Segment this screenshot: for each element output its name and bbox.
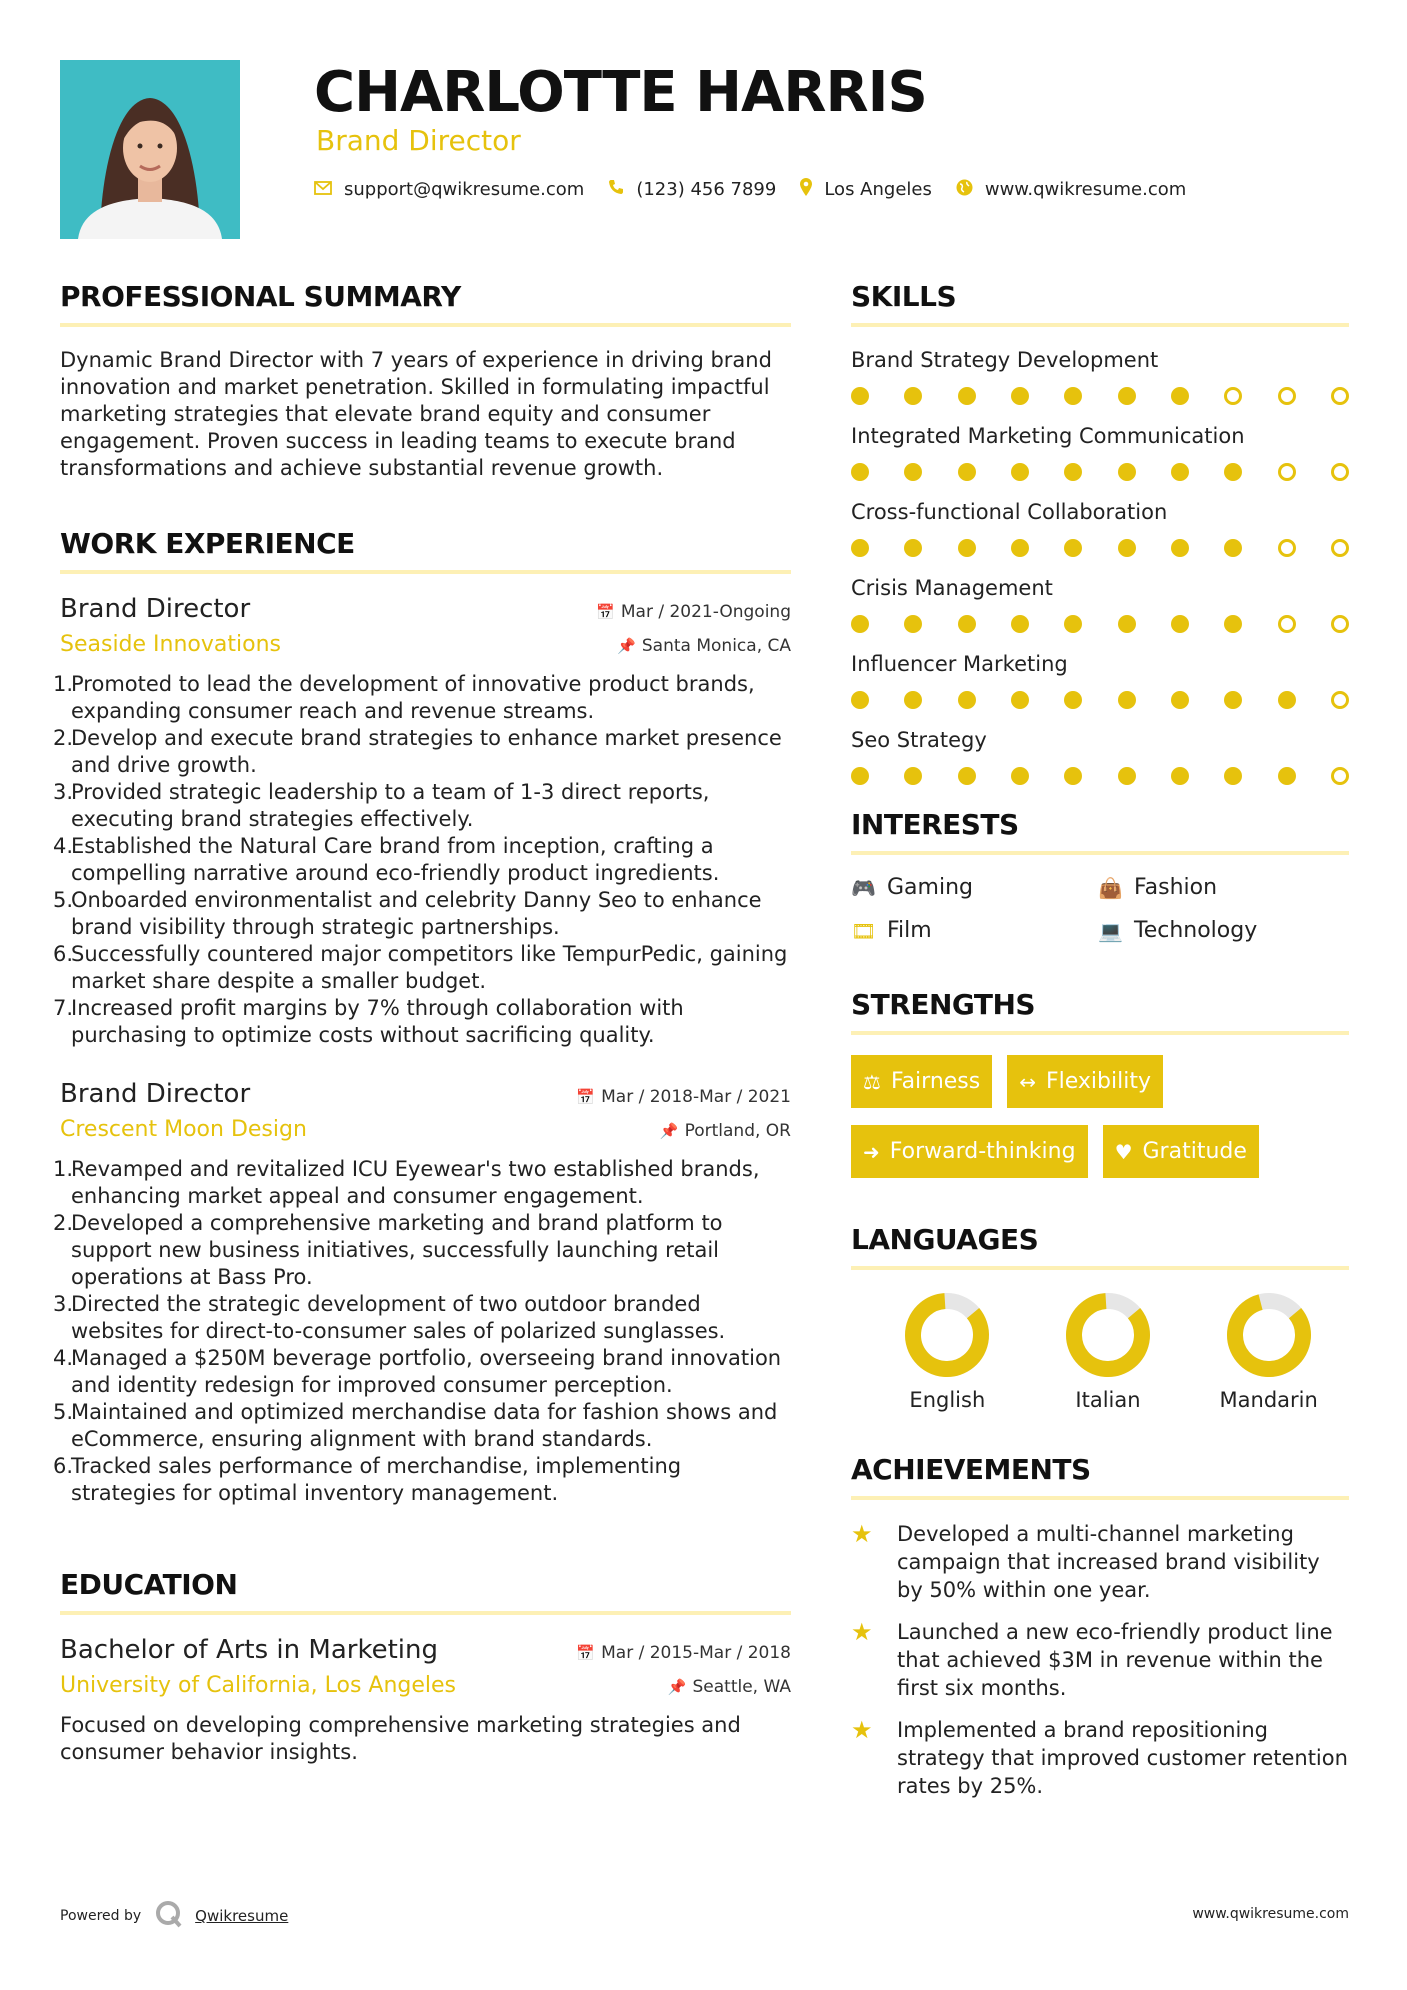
footer-url[interactable]: www.qwikresume.com bbox=[1192, 1906, 1349, 1922]
achievement-item: ★ Developed a multi-channel marketing campaign that increased brand visibility by 50% within one year. bbox=[851, 1520, 1320, 1602]
rating-dot-filled bbox=[904, 463, 922, 481]
rating-dot-filled bbox=[958, 767, 976, 785]
footer-powered-by bbox=[60, 1900, 288, 1932]
rating-dot-filled bbox=[1224, 539, 1242, 557]
list-item: 4. Managed a $250M beverage portfolio, overseeing brand innovation and identity redesign for improved consumer perception. bbox=[53, 1346, 782, 1397]
rating-dot-filled bbox=[851, 463, 869, 481]
school-name: University of California, Los Angeles bbox=[60, 1673, 457, 1698]
rating-dot-filled bbox=[958, 387, 976, 405]
rating-dot-filled bbox=[1171, 387, 1189, 405]
rating-dot-empty bbox=[1331, 387, 1349, 405]
rating-dot-filled bbox=[1118, 767, 1136, 785]
skill-name: Seo Strategy bbox=[851, 728, 987, 752]
rating-dot-filled bbox=[1011, 691, 1029, 709]
job-entry bbox=[53, 594, 791, 1049]
rating-dot-filled bbox=[904, 539, 922, 557]
section-divider bbox=[60, 323, 791, 327]
candidate-name: CHARLOTTE HARRIS bbox=[314, 60, 927, 125]
job-location: Portland, OR bbox=[684, 1121, 791, 1141]
rating-dot-empty bbox=[1331, 691, 1349, 709]
pushpin-icon: 📌 bbox=[667, 1678, 687, 1696]
strength-chip: ♥ Gratitude bbox=[1103, 1125, 1259, 1178]
rating-dot-filled bbox=[958, 463, 976, 481]
section-divider bbox=[851, 1496, 1349, 1500]
section-divider bbox=[60, 1611, 791, 1615]
list-item: 1. Promoted to lead the development of innovative product brands, expanding consumer reach and revenue streams. bbox=[53, 672, 755, 723]
strength-chip: ↔ Flexibility bbox=[1007, 1055, 1163, 1108]
skill-rating bbox=[851, 691, 1349, 709]
contact-bar bbox=[314, 178, 1210, 201]
skill-name: Cross-functional Collaboration bbox=[851, 500, 1168, 524]
experience-heading: WORK EXPERIENCE bbox=[60, 527, 355, 560]
rating-dot-empty bbox=[1331, 463, 1349, 481]
language-item bbox=[1188, 1290, 1349, 1412]
rating-dot-filled bbox=[904, 691, 922, 709]
star-icon: ★ bbox=[851, 1618, 873, 1646]
skill-item bbox=[851, 575, 1349, 633]
job-entry bbox=[53, 1079, 791, 1507]
laptop-icon: 💻 bbox=[1098, 918, 1123, 943]
contact-email[interactable]: support@qwikresume.com bbox=[344, 179, 585, 200]
achievements-heading: ACHIEVEMENTS bbox=[851, 1453, 1091, 1486]
globe-icon bbox=[956, 179, 973, 201]
list-item: 6. Tracked sales performance of merchandise, implementing strategies for optimal inventory management. bbox=[53, 1454, 682, 1505]
section-divider bbox=[851, 1266, 1349, 1270]
skill-rating bbox=[851, 615, 1349, 633]
job-company: Crescent Moon Design bbox=[60, 1117, 307, 1142]
person-portrait-icon bbox=[60, 60, 240, 239]
list-item: 2. Develop and execute brand strategies to enhance market presence and drive growth. bbox=[53, 726, 782, 777]
rating-dot-filled bbox=[1171, 767, 1189, 785]
star-icon: ★ bbox=[851, 1716, 873, 1744]
star-icon: ★ bbox=[851, 1520, 873, 1548]
section-divider bbox=[851, 851, 1349, 855]
rating-dot-filled bbox=[1064, 539, 1082, 557]
languages-section bbox=[851, 1218, 1349, 1412]
summary-heading: PROFESSIONAL SUMMARY bbox=[60, 280, 461, 313]
interests-heading: INTERESTS bbox=[851, 808, 1019, 841]
skills-section bbox=[851, 275, 1349, 785]
interest-item: 👜 Fashion bbox=[1098, 875, 1218, 900]
rating-dot-filled bbox=[1224, 767, 1242, 785]
rating-dot-empty bbox=[1278, 387, 1296, 405]
skill-rating bbox=[851, 539, 1349, 557]
pushpin-icon: 📌 bbox=[617, 637, 636, 655]
achievements-section bbox=[851, 1448, 1349, 1800]
rating-dot-filled bbox=[1064, 767, 1082, 785]
right-column bbox=[851, 275, 1349, 1814]
list-item: 1. Revamped and revitalized ICU Eyewear's two established brands, enhancing market appeal and consumer engagement. bbox=[53, 1157, 760, 1208]
left-column bbox=[53, 275, 791, 1766]
interest-item: 🎮 Gaming bbox=[851, 875, 973, 900]
phone-icon bbox=[608, 179, 624, 200]
skill-name: Brand Strategy Development bbox=[851, 348, 1159, 372]
summary-section bbox=[60, 275, 791, 482]
envelope-icon bbox=[314, 180, 332, 200]
rating-dot-empty bbox=[1278, 463, 1296, 481]
languages-heading: LANGUAGES bbox=[851, 1223, 1039, 1256]
language-item bbox=[867, 1290, 1028, 1412]
rating-dot-filled bbox=[904, 767, 922, 785]
job-duties bbox=[53, 671, 791, 1049]
job-dates: Mar / 2021-Ongoing bbox=[620, 602, 791, 622]
language-gauge bbox=[1063, 1290, 1153, 1380]
list-item: 3. Provided strategic leadership to a team of 1-3 direct reports, executing brand strategies effectively. bbox=[53, 780, 710, 831]
job-company: Seaside Innovations bbox=[60, 632, 281, 657]
rating-dot-filled bbox=[851, 691, 869, 709]
language-label: English bbox=[909, 1388, 986, 1412]
skill-item bbox=[851, 499, 1349, 557]
list-item: 3. Directed the strategic development of two outdoor branded websites for direct-to-consumer sales of polarized sunglasses. bbox=[53, 1292, 726, 1343]
language-gauge bbox=[902, 1290, 992, 1380]
rating-dot-filled bbox=[1171, 539, 1189, 557]
interest-item: 💻 Technology bbox=[1098, 918, 1258, 943]
rating-dot-filled bbox=[958, 615, 976, 633]
arrow-right-icon: ➜ bbox=[863, 1139, 880, 1164]
achievement-item: ★ Implemented a brand repositioning strategy that improved customer retention rates by 25%. bbox=[851, 1716, 1348, 1798]
calendar-icon: 📅 bbox=[576, 1088, 596, 1106]
rating-dot-filled bbox=[1011, 539, 1029, 557]
interest-item: 🎞 Film bbox=[851, 918, 932, 943]
rating-dot-filled bbox=[1011, 767, 1029, 785]
rating-dot-filled bbox=[1118, 615, 1136, 633]
rating-dot-filled bbox=[958, 691, 976, 709]
skill-item bbox=[851, 423, 1349, 481]
skill-rating bbox=[851, 767, 1349, 785]
achievement-item: ★ Launched a new eco-friendly product line that achieved $3M in revenue within the first six months. bbox=[851, 1618, 1333, 1700]
language-label: Italian bbox=[1075, 1388, 1141, 1412]
skills-heading: SKILLS bbox=[851, 280, 957, 313]
heart-icon: ♥ bbox=[1114, 1139, 1133, 1164]
skill-name: Influencer Marketing bbox=[851, 652, 1068, 676]
section-divider bbox=[851, 323, 1349, 327]
candidate-title: Brand Director bbox=[316, 124, 521, 157]
arrows-horizontal-icon: ↔ bbox=[1019, 1069, 1036, 1094]
education-section bbox=[60, 1563, 791, 1766]
strengths-section bbox=[851, 983, 1349, 1178]
section-divider bbox=[851, 1031, 1349, 1035]
rating-dot-filled bbox=[1171, 615, 1189, 633]
gamepad-icon: 🎮 bbox=[851, 875, 876, 900]
rating-dot-filled bbox=[1118, 539, 1136, 557]
qwikresume-link[interactable]: Qwikresume bbox=[195, 1907, 289, 1925]
degree-title: Bachelor of Arts in Marketing bbox=[60, 1635, 438, 1665]
language-item bbox=[1028, 1290, 1189, 1412]
rating-dot-filled bbox=[1011, 387, 1029, 405]
section-divider bbox=[60, 570, 791, 574]
skill-name: Integrated Marketing Communication bbox=[851, 424, 1245, 448]
skill-rating bbox=[851, 463, 1349, 481]
language-gauge bbox=[1224, 1290, 1314, 1380]
list-item: 5. Maintained and optimized merchandise data for fashion shows and eCommerce, ensuring alignment with brand standards. bbox=[53, 1400, 778, 1451]
rating-dot-filled bbox=[851, 615, 869, 633]
rating-dot-filled bbox=[851, 767, 869, 785]
shopping-bag-icon: 👜 bbox=[1098, 875, 1123, 900]
film-icon: 🎞 bbox=[851, 918, 877, 943]
rating-dot-filled bbox=[1118, 463, 1136, 481]
job-title: Brand Director bbox=[60, 594, 251, 624]
rating-dot-filled bbox=[851, 387, 869, 405]
profile-photo bbox=[60, 60, 240, 239]
summary-text: Dynamic Brand Director with 7 years of experience in driving brand innovation and market penetration. Skilled in formulating impactful marketing strategies that elevate brand equity and consumer engagement. Proven success in leading teams to execute brand transformations and achieve substantial revenue growth. bbox=[60, 348, 772, 480]
rating-dot-filled bbox=[1118, 387, 1136, 405]
interests-grid bbox=[851, 875, 1349, 943]
rating-dot-filled bbox=[1171, 463, 1189, 481]
rating-dot-filled bbox=[1224, 691, 1242, 709]
job-title: Brand Director bbox=[60, 1079, 251, 1109]
skill-item bbox=[851, 347, 1349, 405]
rating-dot-filled bbox=[1171, 691, 1189, 709]
rating-dot-filled bbox=[1011, 463, 1029, 481]
languages-list bbox=[851, 1290, 1349, 1412]
job-dates: Mar / 2018-Mar / 2021 bbox=[601, 1087, 791, 1107]
rating-dot-filled bbox=[1224, 463, 1242, 481]
rating-dot-filled bbox=[1118, 691, 1136, 709]
rating-dot-empty bbox=[1278, 539, 1296, 557]
rating-dot-filled bbox=[904, 387, 922, 405]
rating-dot-empty bbox=[1331, 539, 1349, 557]
rating-dot-filled bbox=[904, 615, 922, 633]
list-item: 4. Established the Natural Care brand from inception, crafting a compelling narrative around eco-friendly product ingredients. bbox=[53, 834, 720, 885]
calendar-icon: 📅 bbox=[596, 603, 615, 621]
language-label: Mandarin bbox=[1219, 1388, 1318, 1412]
skill-rating bbox=[851, 387, 1349, 405]
strengths-heading: STRENGTHS bbox=[851, 988, 1036, 1021]
education-heading: EDUCATION bbox=[60, 1568, 238, 1601]
rating-dot-empty bbox=[1224, 387, 1242, 405]
rating-dot-filled bbox=[1011, 615, 1029, 633]
list-item: 7. Increased profit margins by 7% through collaboration with purchasing to optimize costs without sacrificing quality. bbox=[53, 996, 684, 1047]
education-dates: Mar / 2015-Mar / 2018 bbox=[601, 1643, 791, 1663]
rating-dot-filled bbox=[1064, 463, 1082, 481]
powered-by-label: Powered by bbox=[60, 1908, 142, 1924]
contact-website[interactable]: www.qwikresume.com bbox=[984, 179, 1187, 200]
achievements-list bbox=[851, 1520, 1349, 1800]
skills-list bbox=[851, 347, 1349, 785]
rating-dot-empty bbox=[1278, 615, 1296, 633]
education-description: Focused on developing comprehensive marketing strategies and consumer behavior insights. bbox=[60, 1713, 741, 1764]
rating-dot-empty bbox=[1331, 615, 1349, 633]
rating-dot-filled bbox=[851, 539, 869, 557]
rating-dot-filled bbox=[958, 539, 976, 557]
job-location: Santa Monica, CA bbox=[641, 636, 791, 656]
strength-chip: ⚖ Fairness bbox=[851, 1055, 992, 1108]
education-location: Seattle, WA bbox=[692, 1677, 791, 1697]
strengths-list bbox=[851, 1055, 1349, 1178]
rating-dot-filled bbox=[1064, 387, 1082, 405]
skill-item bbox=[851, 727, 1349, 785]
rating-dot-filled bbox=[1278, 691, 1296, 709]
contact-phone[interactable]: (123) 456 7899 bbox=[636, 179, 777, 200]
interests-section bbox=[851, 803, 1349, 943]
map-pin-icon bbox=[800, 178, 812, 201]
job-duties bbox=[53, 1156, 791, 1507]
contact-location: Los Angeles bbox=[824, 179, 932, 200]
list-item: 5. Onboarded environmentalist and celebrity Danny Seo to enhance brand visibility through strategic partnerships. bbox=[53, 888, 762, 939]
rating-dot-filled bbox=[1224, 615, 1242, 633]
strength-chip: ➜ Forward-thinking bbox=[851, 1125, 1088, 1178]
skill-name: Crisis Management bbox=[851, 576, 1053, 600]
list-item: 2. Developed a comprehensive marketing and brand platform to support new business initiatives, successfully launching retail operations at Bass Pro. bbox=[53, 1211, 723, 1289]
calendar-icon: 📅 bbox=[576, 1644, 596, 1662]
experience-section bbox=[53, 522, 791, 1507]
pushpin-icon: 📌 bbox=[659, 1122, 679, 1140]
rating-dot-filled bbox=[1278, 767, 1296, 785]
balance-scale-icon: ⚖ bbox=[863, 1069, 881, 1094]
rating-dot-filled bbox=[1064, 691, 1082, 709]
rating-dot-empty bbox=[1331, 767, 1349, 785]
rating-dot-filled bbox=[1064, 615, 1082, 633]
qwikresume-logo-icon bbox=[155, 1900, 183, 1932]
list-item: 6. Successfully countered major competitors like TempurPedic, gaining market share despite a smaller budget. bbox=[53, 942, 788, 993]
skill-item bbox=[851, 651, 1349, 709]
